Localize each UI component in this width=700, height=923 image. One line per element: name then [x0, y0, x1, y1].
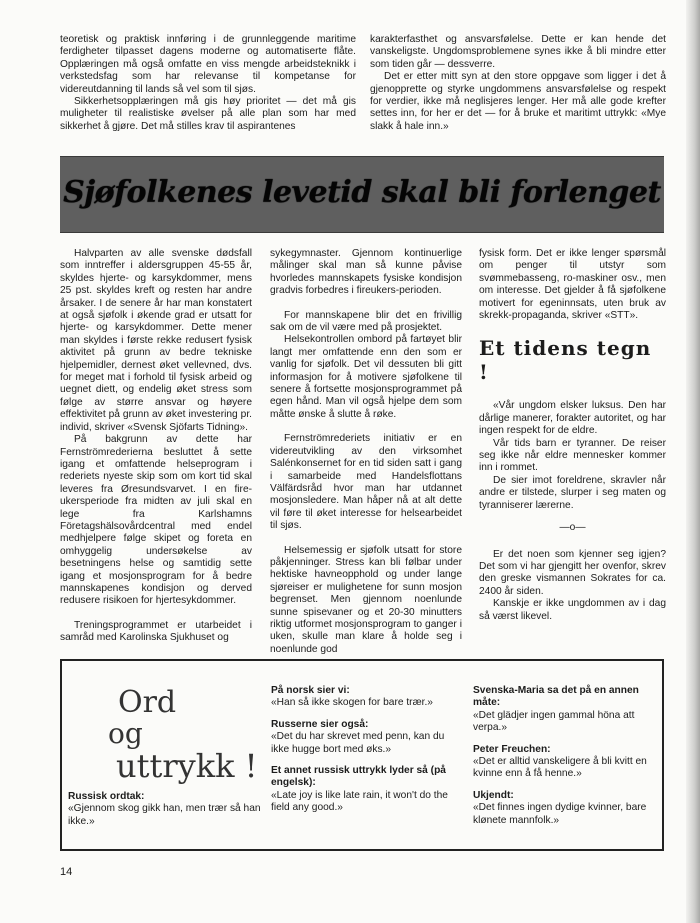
section-divider: —o—: [559, 522, 586, 534]
paragraph: sykegymnaster. Gjennom kontinuerlige målinger skal man så kunne påvise hvorledes mannskapets fysiske kondisjon gradvis forbedres i fireukers-perioden.: [270, 248, 462, 297]
paragraph: Treningsprogrammet er utarbeidet i samråd med Karolinska Sjukhuset og: [60, 619, 252, 644]
top-right-column: [370, 34, 666, 133]
saying-heading: Peter Freuchen:: [473, 743, 551, 755]
sayings-box: [60, 659, 664, 851]
ord-og-uttrykk-logo: [74, 681, 274, 789]
sidebar-heading: Et tidens tegn !: [479, 336, 652, 385]
article-column-3: [479, 248, 666, 623]
saying-text: «Han så ikke skogen for bare trær.»: [271, 697, 433, 709]
paragraph: Fernströmrederiets initiativ er en videreutvikling av den virksomhet Salénkonsernet for en tid siden satt i gang i samarbeide med Handelsflottans Välfärdsråd hvor man har utdannet mosjonsledere. Man håper nå at alt dette vil føre til øket interesse for helsearbeidet til sjøs.: [270, 433, 462, 532]
quote-paragraph: «Vår ungdom elsker luksus. Den har dårlige manerer, forakter autoritet, og har ingen respekt for de eldre.: [479, 400, 666, 437]
headline-banner: [60, 156, 664, 233]
quote-paragraph: Vår tids barn er tyranner. De reiser seg ikke når eldre mennesker kommer inn i rommet.: [479, 437, 666, 474]
paragraph: Helsekontrollen ombord på fartøyet blir langt mer omfattende enn den som er vanlig for sjøfolk. Det vil dessuten bli gitt informasjon for å motivere sjøfolkene til senere å fortsette mosjonsprogrammet på egen hånd. Man vil også hjelpe dem som måtte ønske å slutte å røke.: [270, 334, 462, 420]
paragraph: fysisk form. Det er ikke lenger spørsmål om penger til utstyr som svømmebasseng, ro-maskiner osv., men om interesse. Det gjelder å få sjøfolkene motivert for egeninnsats, uten bruk av skrekk-propaganda, skriver «STT».: [479, 248, 666, 322]
saying-heading: Svenska-Maria sa det på en annen måte:: [473, 685, 639, 709]
paragraph: karakterfasthet og ansvarsfølelse. Dette er kan hende det vanskeligste. Ungdomsproblemene synes ikke å bli mindre etter som tiden går — dessverre.: [370, 34, 666, 70]
logo-word: Ord: [118, 685, 177, 720]
saying-heading: Et annet russisk uttrykk lyder så (på engelsk):: [271, 765, 446, 789]
paragraph: teoretisk og praktisk innføring i de grunnleggende maritime ferdigheter tilpasset dagens moderne og automatiserte flåte. Opplæringen må også omfatte en viss mengde arbeidsteknikk i verkstedsfag som har relevanse til kompetanse for videreutdanning til lands så vel som til sjøs.: [60, 34, 356, 95]
logo-word: og: [108, 717, 143, 750]
paragraph: For mannskapene blir det en frivillig sak om de vil være med på prosjektet.: [270, 309, 462, 334]
paragraph: Kanskje er ikke ungdommen av i dag så værst likevel.: [479, 598, 666, 622]
article-column-1: [60, 248, 252, 645]
quote-paragraph: De sier imot foreldrene, skravler når andre er tilstede, slurper i seg maten og tyranniserer lærerne.: [479, 474, 666, 511]
saying-text: «Det du har skrevet med penn, kan du ikke hugge bort med øks.»: [271, 731, 445, 755]
saying-text: «Det er alltid vanskeligere å bli kvitt en kvinne enn å få henne.»: [473, 756, 647, 780]
page-spine-shadow: [686, 0, 700, 923]
saying-text: «Det glädjer ingen gammal höna att verpa.»: [473, 709, 635, 734]
top-left-column: [60, 34, 356, 133]
page-number: 14: [60, 866, 73, 878]
sayings-column-2: [271, 685, 465, 824]
saying-heading: Russisk ordtak:: [68, 791, 145, 802]
saying-text: «Det finnes ingen dydige kvinner, bare klønete mannfolk.»: [473, 802, 647, 826]
paragraph: Halvparten av alle svenske dødsfall som inntreffer i aldersgruppen 45-55 år, skyldes hjerte- og karsykdommer, mens 25 pst. skyldes kreft og resten har andre årsaker. I de senere år har man konstatert at også sjøfolk i økende grad er utsatt for hjerte- og karsykdommer. Dette mener man skyldes i første rekke redusert fysisk aktivitet på grunn av bedre tekniske hjelpemidler, dernest øket vellevned, dvs. for meget mat i forhold til fysisk arbeid og uegnet diett, og endelig øket stress som følge av større ansvar og høyere effektivitet på grunn av øket investering pr. individ, skriver «Svensk Sjöfarts Tidning».: [60, 248, 252, 433]
paragraph: Helsemessig er sjøfolk utsatt for store påkjenninger. Stress kan bli følbar under hektiske havneopphold og under lange sjøreiser er mulighetene for sunn mosjon begrenset. Men gjennom noenlunde sunne spisevaner og et 20-30 minutters riktig utformet mosjonsprogram to ganger i uken, skulle man klare å holde seg i noenlunde god: [270, 544, 462, 655]
sayings-column-3: [473, 685, 662, 836]
headline: Sjøfolkenes levetid skal bli forlenget: [63, 175, 661, 210]
saying-heading: Ukjendt:: [473, 789, 514, 801]
sayings-column-1: [68, 791, 264, 837]
saying-text: «Gjennom skog gikk han, men trær så han ikke.»: [68, 803, 261, 827]
saying-heading: Russerne sier også:: [271, 718, 369, 730]
saying-heading: På norsk sier vi:: [271, 685, 350, 696]
paragraph: På bakgrunn av dette har Fernströmrederierna besluttet å sette igang et omfattende helseprogram i rederiets nyeste skip som om kort tid skal leveres fra Øresundsvarvet. I en fire-ukersperiode fra midten av juli skal en lege fra Karlshamns Företagshälsovårdcentral med endel medhjelpere følge skipet og foreta en omhyggelig undersøkelse av besetningens helse og samtidig sette igang et mosjonsprogram for å bedre mannskapenes kondisjon og derved redusere risikoen for hjertesykdommer.: [60, 434, 252, 607]
paragraph: Sikkerhetsopplæringen må gis høy prioritet — det må gis muligheter til realistiske øvelser på alle plan som har med sikkerhet å gjøre. Det må stilles krav til aspirantenes: [60, 96, 356, 132]
article-column-2: [270, 248, 462, 656]
logo-word: uttrykk !: [116, 747, 258, 785]
paragraph: Det er etter mitt syn at den store oppgave som ligger i det å gjenopprette og styrke ungdommens ansvarsfølelse og respekt for verdier, ikke må neglisjeres lenger. Her må alle gode krefter settes inn, for her er det — for å bruke et maritimt uttrykk: «Mye slakk å hale inn.»: [370, 71, 666, 132]
paragraph: Er det noen som kjenner seg igjen? Det som vi har gjengitt her ovenfor, skrev den greske vismannen Sokrates for ca. 2400 år siden.: [479, 548, 666, 597]
saying-text: «Late joy is like late rain, it won't do the field any good.»: [271, 789, 448, 814]
